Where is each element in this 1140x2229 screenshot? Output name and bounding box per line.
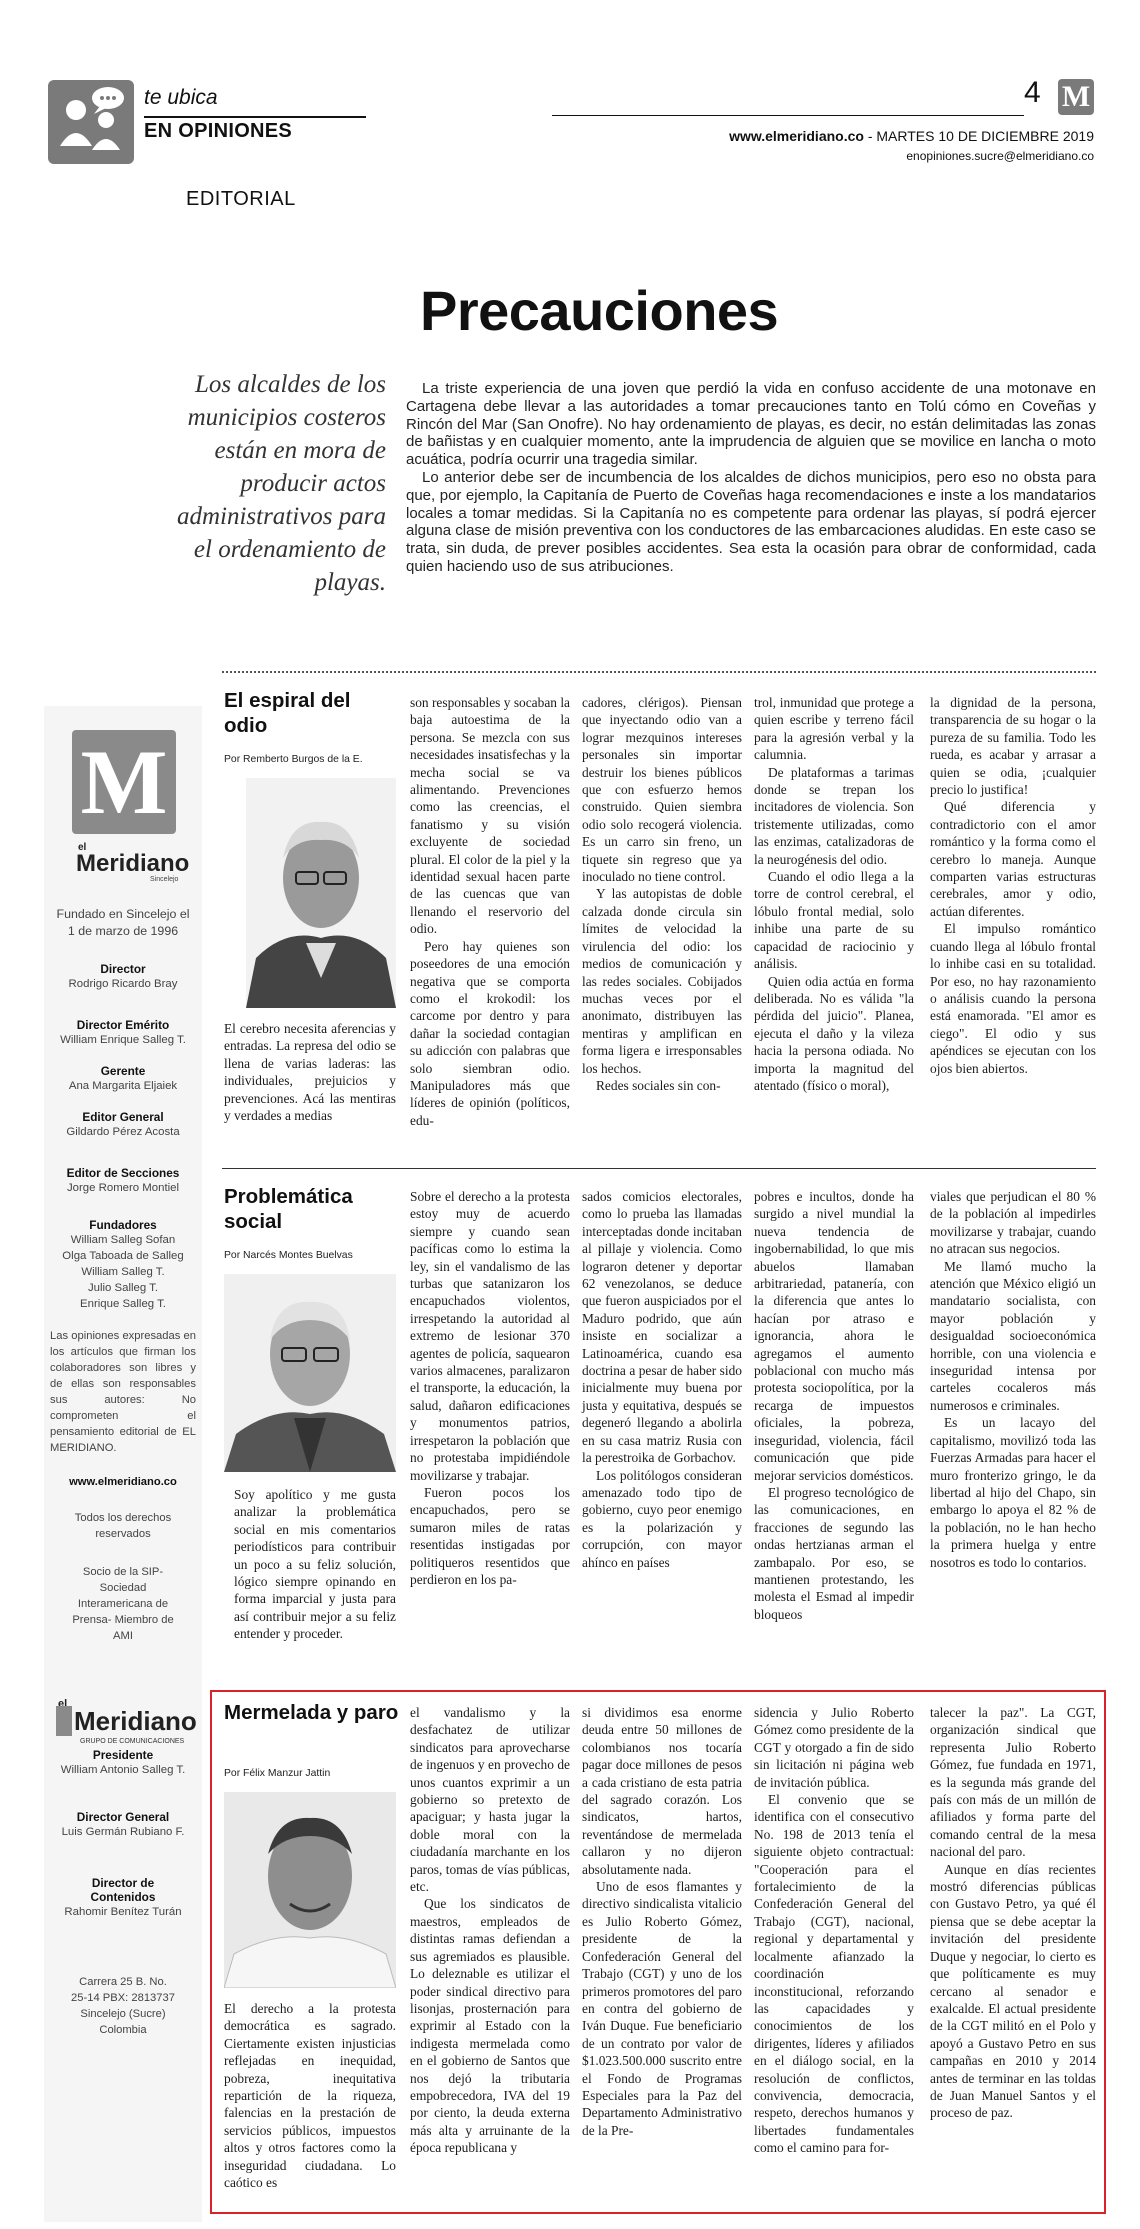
rights-note: Todos los derechos reservados xyxy=(74,1512,172,1540)
sidebar-brand-small: el xyxy=(78,842,87,853)
article-byline: Por Narcés Montes Buelvas xyxy=(224,1250,353,1261)
sidebar-brand: Meridiano xyxy=(76,850,190,877)
staff-name: Jorge Romero Montiel xyxy=(66,1182,180,1194)
meridiano-logo-icon: M xyxy=(1058,79,1094,115)
article-text: El cerebro necesita aferencias y entradas. La represa del odio se llena de varias laderas: las individuales, prejuicios y prevenciones. Acá las mentiras y verdades a medias xyxy=(224,1021,396,1124)
editorial-paragraph: Lo anterior debe ser de incumbencia de los alcaldes de dichos municipios, pero eso no obsta para que, por ejemplo, la Capitanía de Puerto de Coveñas haga recomendaciones e inste a los mandatarios locales a tomar medidas. Si la Capitanía no es competente para ordenar las playas, sí podrá ejercer alguna clase de misión preventiva con los conductores de las embarcaciones aludidas. En este caso se trata, sin duda, de prever posibles accidentes. Sea esta la ocasión para obrar de conformidad, cada quien haciendo uso de sus atribuciones. xyxy=(406,468,1096,575)
disclaimer: Las opiniones expresadas en los artículos que firman los colaboradores son libres y de ellas son responsables sus autores: No comprometen el pensamiento editorial de EL MERIDIANO. xyxy=(50,1330,196,1454)
founder-name: Julio Salleg T. xyxy=(87,1282,159,1294)
article-paragraph: sados comicios electorales, como lo prueba las llamadas interceptadas donde incitaban al pillaje y violencia. Como lograron detener y deportar 62 venezolanos, se deduce que fueron auspiciados por el Maduro podrido, que aún insiste en socializar a Latinoamérica, cuando esa doctrina a pesar de haber sido inicialmente muy buena por justa y equitativa, después se degeneró llegando a abolirla en su casa matriz Rusia con la perestroika de Gorbachov. xyxy=(582,1189,742,1466)
email[interactable]: enopiniones.sucre@elmeridiano.co xyxy=(906,149,1094,163)
section-divider xyxy=(222,671,1096,673)
article-2 xyxy=(222,1174,1096,1686)
article-paragraph: Redes sociales sin con- xyxy=(596,1077,721,1093)
sidebar-brand-tiny: Sincelejo xyxy=(150,876,179,883)
article-divider xyxy=(222,1168,1096,1169)
founder-name: Enrique Salleg T. xyxy=(80,1298,166,1310)
article-column xyxy=(754,694,914,1094)
header-rule xyxy=(552,115,1024,116)
article-paragraph: la dignidad de la persona, transparencia de su hogar o la pureza de su familia. Todo les rueda, es acabar y arrasar a quien se odia, ¡cualquier precio lo justifica! xyxy=(930,695,1096,798)
article-column xyxy=(754,1704,914,2157)
sidebar-group-staff xyxy=(44,1748,202,2038)
date: - MARTES 10 DE DICIEMBRE 2019 xyxy=(863,128,1094,144)
article-3 xyxy=(222,1696,1096,2208)
dateline xyxy=(600,128,1094,144)
article-paragraph: Pero hay quienes son poseedores de una emoción negativa que se comporta como el krokodil: los carcome por dentro y para dañar la sociedad contagian su adicción con palabras que solo siembran odio. Manipuladores más que líderes de opinión (políticos, edu- xyxy=(410,938,570,1128)
article-paragraph: talecer la paz". La CGT, organización sindical que representa Julio Roberto Gómez, fue fundada en 1971, es la segunda más grande del país con más de un millón de afiliados y forma parte del comando central de la mesa nacional del paro. xyxy=(930,1705,1096,1860)
sidebar-masthead xyxy=(44,906,202,1644)
article-column xyxy=(930,694,1096,1077)
author-photo xyxy=(224,1792,396,1988)
staff-name: Luis Germán Rubiano F. xyxy=(61,1826,185,1838)
staff-role: Editor General xyxy=(82,1110,164,1124)
editorial-title: Precauciones xyxy=(420,279,779,342)
founded-note: Fundado en Sincelejo el 1 de marzo de 1996 xyxy=(56,907,190,938)
article-paragraph: Sobre el derecho a la protesta estoy muy de acuerdo siempre y cuando sean pacíficas como lo estima la ley, sin el vandalismo de las turbas que satanizaron los encapuchados violentos, irrespetando la autoridad al extremo de lesionar 370 agentes de policía, saquearon varios almacenes, paralizaron el transporte, la educación, la salud, dañaron edificaciones y monumentos patrios, irrespetaron la población que no protestaba impidiéndole movilizarse y trabajar. xyxy=(410,1189,570,1483)
article-column xyxy=(582,694,742,1094)
staff-role: Director Emérito xyxy=(76,1018,170,1032)
article-paragraph: pobres e incultos, donde ha surgido a nivel mundial la nueva tendencia de ingobernabilidad, lo que mis abuelos llamaban arbitrariedad, patanería, con la diferencia que antes lo hacían por atraso e ignorancia, ahora le agregamos el aumento poblacional con mucho más protesta sociopolítica, por la recarga de impuestos oficiales, la pobreza, inseguridad, violencia, fácil comunicación que pide mejorar servicios domésticos. xyxy=(754,1189,914,1483)
article-paragraph: Aunque en días recientes mostró diferencias públicas con Gustavo Petro, ya qué él piensa que se debe aceptar la invitación del presidente Duque y negociar, lo cierto es que políticamente es muy cercano al senador e exalcalde. El actual presidente de la CGT militó en el Polo y apoyó a Gustavo Petro en sus campañas en 2010 y 2014 antes de terminar en las toldas de Juan Manuel Santos y el proceso de paz. xyxy=(930,1861,1096,2121)
article-paragraph: sidencia y Julio Roberto Gómez como presidente de la CGT y otorgado a fin de sido sin licitación ni página web de invitación pública. xyxy=(754,1705,914,1790)
article-paragraph: Que los sindicatos de maestros, empleados de distintas ramas defiendan a sus agremiados es plausible. Lo deleznable es utilizar el poder sindical directivo para lisonjas, prosternación para exprimir al Estado con la indigesta mermelada como en el gobierno de Santos que nos dejó la tributaria empobrecedora, IVA del 19 por ciento, la deuda externa más alta y arruinante de la época republicana y xyxy=(410,1896,570,2156)
article-paragraph: De plataformas a tarimas donde se trepan los incitadores de violencia. Son tristemente utilizadas, como las enzimas, catalizadoras de la neurogénesis del odio. xyxy=(754,764,914,867)
founder-name: William Salleg T. xyxy=(81,1266,165,1278)
group-brand xyxy=(56,1706,197,1737)
staff-name: Ana Margarita Eljaiek xyxy=(68,1080,178,1092)
sip-note: Socio de la SIP- Sociedad Interamericana de Prensa- Miembro de AMI xyxy=(72,1566,174,1642)
article-column xyxy=(582,1704,742,2139)
group-brand-text: Meridiano xyxy=(56,1706,197,1736)
founders-role: Fundadores xyxy=(89,1218,157,1232)
article-paragraph: trol, inmunidad que protege a quien escribe y terreno fácil para la agresión verbal y la calumnia. xyxy=(754,695,914,763)
staff-role: Gerente xyxy=(100,1064,146,1078)
group-tag: GRUPO DE COMUNICACIONES xyxy=(80,1738,185,1745)
staff-role: Director xyxy=(100,962,146,976)
article-column xyxy=(234,1486,396,1643)
founder-name: William Salleg Sofan xyxy=(70,1234,176,1246)
editorial-body xyxy=(406,380,1096,576)
staff-role: Director General xyxy=(76,1810,170,1824)
article-paragraph: Fueron pocos los encapuchados, pero se sumaron miles de ratas resentidas instigadas por politiqueros resentidos que perdieron en los pa- xyxy=(410,1484,570,1587)
section-header xyxy=(44,80,334,164)
article-column xyxy=(410,1188,570,1588)
staff-name: Rahomir Benítez Turán xyxy=(64,1906,182,1918)
article-paragraph: Me llamó mucho la atención que México eligió un mandatario socialista, con mayor población y desigualdad socioeconómica horrible, con una violencia e inseguridad intensa por carteles cocaleros más numerosos e criminales. xyxy=(930,1258,1096,1413)
article-paragraph: El convenio que se identifica con el consecutivo No. 198 de 2013 tenía el siguiente objeto contractual: "Cooperación para el fortalecimiento de la Confederación General del Trabajo (CGT), nacional, regional y departamental y localmente afianzado la coordinación inconstitucional, reforzando las capacidades y conocimientos de los dirigentes, líderes y afiliados en el diálogo social, en la resolución de conflictos, convivencia, democracia, respeto, derechos humanos y libertades fundamentales como el camino para for- xyxy=(754,1792,914,2156)
editorial-pullquote: Los alcaldes de los municipios costeros están en mora de producir actos administrativos para el ordenamiento de playas. xyxy=(176,371,386,596)
staff-role: Presidente xyxy=(92,1748,154,1762)
site-url[interactable]: www.elmeridiano.co xyxy=(729,128,864,144)
staff-name: William Enrique Salleg T. xyxy=(60,1034,186,1046)
article-title: Mermelada y paro xyxy=(224,1701,399,1724)
article-column xyxy=(410,694,570,1129)
article-column xyxy=(224,2000,396,2191)
article-paragraph: El progreso tecnológico de las comunicaciones, en fracciones de segundo las ondas hertzianas arman el zambapalo. Por eso, se mantienen protestando, les molesta el Esmad al impedir bloqueos xyxy=(754,1484,914,1622)
article-paragraph: Qué diferencia y contradictorio con el amor romántico y la forma como el cerebro lo maneja. Aunque comparten varias estructuras cerebrales, amor y odio, actúan diferentes. xyxy=(930,799,1096,919)
article-paragraph: si dividimos esa enorme deuda entre 50 millones de colombianos nos tocaría pagar doce millones de pesos a cada cristiano de esta patria del sagrado corazón. Los sindicatos, hartos, reventándose de mermelada callaron y no dijeron absolutamente nada. xyxy=(582,1705,742,1877)
article-1 xyxy=(222,682,1096,1162)
article-title: Problemática social xyxy=(224,1185,353,1233)
section-big-title: EN OPINIONES xyxy=(144,120,293,142)
address: Carrera 25 B. No. 25-14 PBX: 2813737 Sincelejo (Sucre) Colombia xyxy=(71,1976,175,2036)
staff-name: Gildardo Pérez Acosta xyxy=(66,1126,180,1138)
article-column xyxy=(754,1188,914,1623)
article-paragraph: Es un lacayo del capitalismo, movilizó toda las Fuerzas Armadas para hacer el muro fronterizo gringo, le da libertad al hijo del Chapo, sin embargo lo apoya el 82 % de la población, no le han hecho la primera huelga y entre nosotros es todo lo contarios. xyxy=(930,1415,1096,1570)
sidebar-logo: M xyxy=(72,730,176,834)
sidebar-website[interactable]: www.elmeridiano.co xyxy=(69,1476,177,1488)
article-byline: Por Remberto Burgos de la E. xyxy=(224,754,363,765)
article-column xyxy=(582,1188,742,1571)
article-paragraph: El impulso romántico cuando llega al lóbulo frontal lo inhibe casi en su totalidad. Por eso, no hay razonamiento o análisis cuando la persona está enamorada. "El amor es ciego". El odio y sus apéndices se ejecutan con los ojos bien abiertos. xyxy=(930,921,1096,1076)
author-photo xyxy=(224,1274,396,1472)
staff-name: William Antonio Salleg T. xyxy=(60,1764,186,1776)
staff-name: Rodrigo Ricardo Bray xyxy=(68,978,178,990)
page-number: 4 xyxy=(1024,76,1041,109)
article-title: El espiral del odio xyxy=(224,689,351,737)
article-paragraph: Uno de esos flamantes y directivo sindicalista vitalicio es Julio Roberto Gómez, presidente de la Confederación General del Trabajo (CGT) y uno de los primeros promotores del paro en contra del gobierno de Iván Duque. Fue beneficiario de un contrato por valor de $1.023.500.000 suscrito entre el Fondo de Programas Especiales para la Paz del Departamento Administrativo de la Pre- xyxy=(582,1879,742,2138)
article-column xyxy=(930,1188,1096,1571)
section-label: EDITORIAL xyxy=(186,188,296,210)
article-paragraph: cadores, clérigos). Piensan que inyectando odio van a lograr mezquinos intereses personales sin importar destruir los bienes públicos que con esfuerzo hemos construido. Quien siembra odio solo recogerá violencia. Es un carro sin freno, un tiquete sin regreso que ya inoculado no tiene control. xyxy=(582,695,742,885)
article-paragraph: Y las autopistas de doble calzada donde circula sin límites de velocidad la virulencia del odio: los medios de comunicación y las redes sociales. Cobijados muchas veces por el anonimato, distribuyen las mentiras y amplifican en forma ligera e irresponsables los hechos. xyxy=(582,886,742,1076)
article-paragraph: Cuando el odio llega a la torre de control cerebral, el lóbulo frontal medial, solo inhibe una parte de su capacidad de raciocinio y análisis. xyxy=(754,869,914,972)
founder-name: Olga Taboada de Salleg xyxy=(62,1250,184,1262)
article-byline: Por Félix Manzur Jattin xyxy=(224,1768,331,1779)
article-text: El derecho a la protesta democrática es sagrado. Ciertamente existen injusticias reflejadas en inequidad, pobreza, inequitativa repartición de la riqueza, falencias en la prestación de servicios públicos, impuestos altos y otros factores como la inseguridad ciudadana. Lo caótico es xyxy=(224,2001,396,2191)
article-paragraph: son responsables y socaban la baja autoestima de la persona. Se mezcla con sus necesidades insatisfechas y la mecha social se va alimentando. Prevenciones como las creencias, el fanatismo y su visión excluyente de sociedad plural. El color de la piel y la identidad sexual hacen parte de las cuencas que van llenando el reservorio del odio. xyxy=(410,695,570,937)
author-photo xyxy=(246,778,396,1008)
editorial-paragraph: La triste experiencia de una joven que perdió la vida en confuso accidente de una motonave en Cartagena debe llevar a las autoridades a tomar precauciones tanto en Tolú cómo en Coveñas y Rincón del Mar (San Onofre). No hay ordenamiento de playas, es decir, no están delimitadas las zonas de bañistas y en cualquier momento, ante la imprudencia de alguien que se movilice en lancha o moto acuática, podría ocurrir una tragedia similar. xyxy=(406,380,1096,469)
article-paragraph: Los politólogos consideran amenazado todo tipo de gobierno, cuyo peor enemigo es la polarización y corrupción, con mayor ahínco en países xyxy=(582,1467,742,1570)
article-paragraph: viales que perjudican el 80 % de la población al impedirles movilizarse y trabajar, cuando no atracan sus negocios. xyxy=(930,1189,1096,1257)
article-column xyxy=(224,1020,396,1124)
staff-role: Editor de Secciones xyxy=(66,1166,180,1180)
article-column xyxy=(930,1704,1096,2122)
chat-people-icon xyxy=(48,80,134,164)
group-brand-small: el xyxy=(58,1698,68,1710)
article-paragraph: Quien odia actúa en forma deliberada. No es válida "la pérdida del juicio". Planea, ejecuta el daño y la vileza hacia la persona odiada. No importa la magnitud del atentado (físico o moral), xyxy=(754,973,914,1093)
article-column xyxy=(410,1704,570,2157)
article-text: Soy apolítico y me gusta analizar la problemática social en mis comentarios periodísticos para contribuir un poco a su feliz solución, lógico siempre opinando en forma imparcial y justa para así contribuir mejor a su feliz entender y proceder. xyxy=(234,1487,396,1642)
section-small-title: te ubica xyxy=(144,86,218,109)
staff-role: Director de Contenidos xyxy=(90,1876,156,1904)
article-paragraph: el vandalismo y la desfachatez de utilizar sindicatos para aprovecharse de ingenuos y en provecho de unos cuantos exprimir a un gobierno so pretexto de apaciguar; y hasta jugar la doble moral con la ciudadanía marchante en los paros, tomas de vías públicas, etc. xyxy=(410,1705,570,1895)
